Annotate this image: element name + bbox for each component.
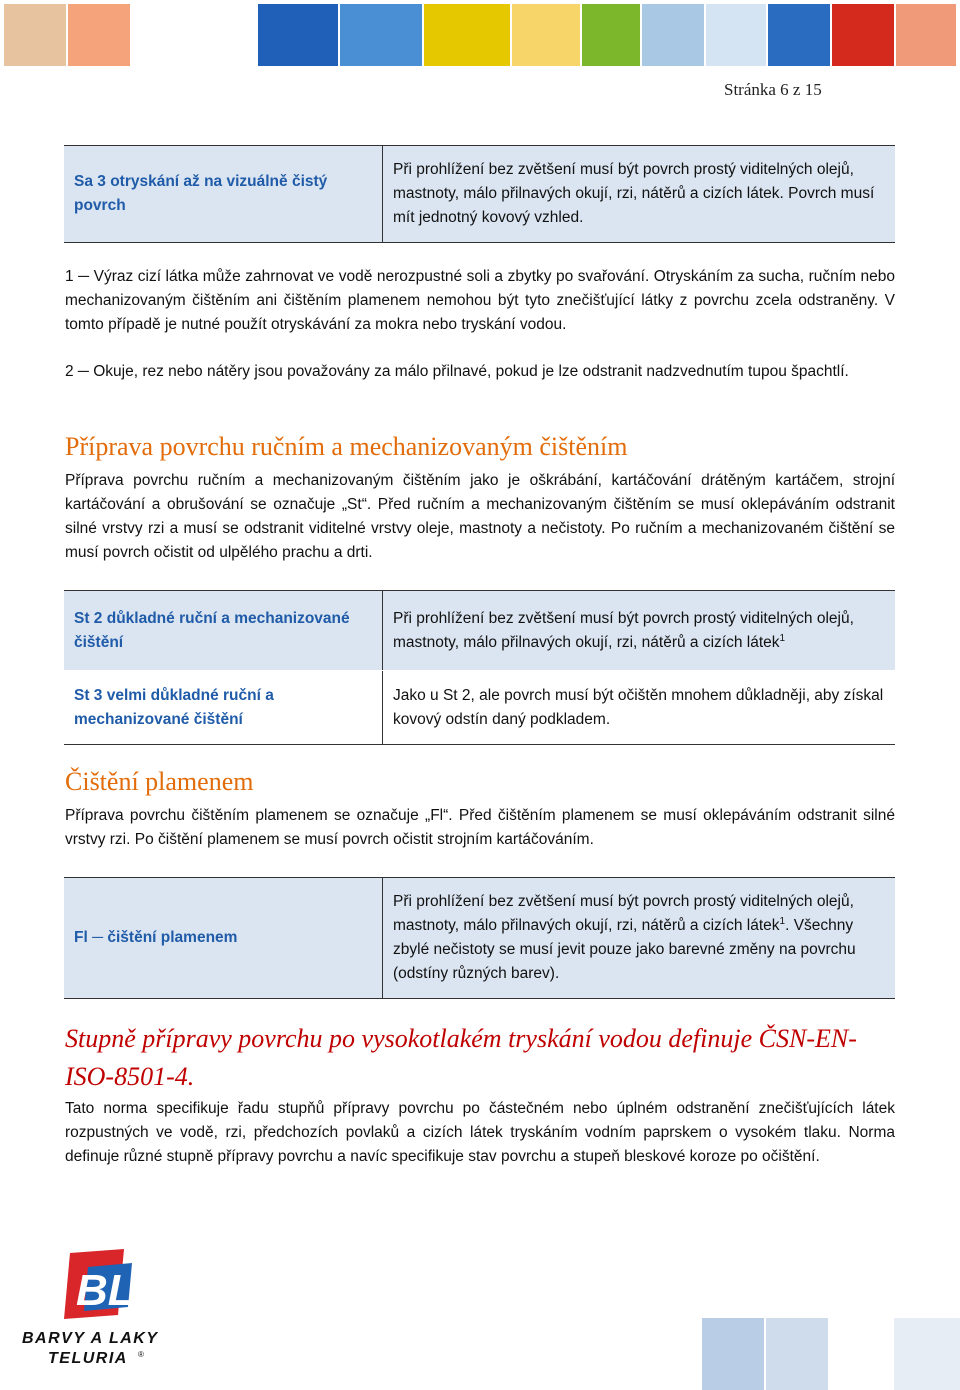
grade-description: Při prohlížení bez zvětšení musí být povrch prostý viditelných olejů, mastnoty, málo přilnavých okují, rzi, nátěrů a cizích látek. Povrch musí mít jednotný kovový vzhled. xyxy=(383,146,896,243)
section-body-manual: Příprava povrchu ručním a mechanizovaným čištěním jako je oškrábání, kartáčování drátěným kartáčem, strojní kartáčování a obrušování se označuje „St“. Před ručním a mechanizovaným čištěním se musí oklepáváním odstranit silné vrstvy rzi a musí se odstranit viditelné vrstvy oleje, mastnoty a nečistoty. Po ručním a mechanizovaném čištění se musí povrch očistit od ulpělého prachu a drti. xyxy=(65,472,895,561)
logo-graphic xyxy=(20,1245,180,1375)
footer-block xyxy=(894,1318,960,1390)
logo-text-line2: TELURIA xyxy=(48,1350,128,1367)
grade-description-text: Při prohlížení bez zvětšení musí být povrch prostý viditelných olejů, mastnoty, málo přilnavých okují, rzi, nátěrů a cizích látek xyxy=(393,893,854,934)
footer-block xyxy=(702,1318,764,1390)
logo-registered-mark: ® xyxy=(138,1350,144,1359)
table-row xyxy=(64,878,895,999)
st-grade-table xyxy=(64,590,895,745)
section-heading-flame: Čištění plamenem xyxy=(65,767,254,796)
grade-label: Fl ─ čištění plamenem xyxy=(64,878,383,999)
section-heading-water: Stupně přípravy povrchu po vysokotlakém tryskání vodou definuje ČSN-EN-ISO-8501-4. xyxy=(65,1024,857,1091)
section-body-water: Tato norma specifikuje řadu stupňů přípravy povrchu po částečném nebo úplném odstranění znečišťujících látek rozpustných ve vodě, rzi, předchozích povlaků a cizích látek tryskáním vodním paprskem o vysokém tlaku. Norma definuje různé stupně přípravy povrchu a navíc specifikuje stav povrchu a stupeň bleskové koroze po očištění. xyxy=(65,1100,895,1165)
footnote-1: 1 ─ Výraz cizí látka může zahrnovat ve vodě nerozpustné soli a zbytky po svařování. Otryskáním za sucha, ručním nebo mechanizovaným čištěním ani čištěním plamenem nemohou být tyto znečišťující látky z povrchu zcela odstraněny. V tomto případě je nutné použít otryskávání za mokra nebo tryskání vodou. xyxy=(65,268,895,333)
logo-text-line1: BARVY A LAKY xyxy=(22,1330,159,1347)
table-row xyxy=(64,591,895,671)
color-bar-segment xyxy=(4,4,66,66)
color-bar-segment xyxy=(512,4,580,66)
grade-label: St 3 velmi důkladné ruční a mechanizované čištění xyxy=(64,671,383,745)
grade-label: St 2 důkladné ruční a mechanizované čištění xyxy=(64,591,383,671)
color-bar-segment xyxy=(832,4,894,66)
grade-label: Sa 3 otryskání až na vizuálně čistý povrch xyxy=(64,146,383,243)
grade-description xyxy=(383,878,896,999)
color-bar-segment xyxy=(424,4,510,66)
grade-description xyxy=(383,591,896,671)
fl-grade-table xyxy=(64,877,895,999)
color-bar-segment xyxy=(768,4,830,66)
footnote-ref: 1 xyxy=(779,915,786,927)
color-bar-segment xyxy=(258,4,338,66)
company-logo xyxy=(20,1245,180,1375)
grade-description: Jako u St 2, ale povrch musí být očištěn mnohem důkladněji, aby získal kovový odstín daný podkladem. xyxy=(383,671,896,745)
footnote-ref: 1 xyxy=(779,632,786,644)
footnote-2: 2 ─ Okuje, rez nebo nátěry jsou považovány za málo přilnavé, pokud je lze odstranit nadzvednutím tupou špachtlí. xyxy=(65,363,849,380)
grade-description-text-cont: . Všechny zbylé nečistoty se musí jevit pouze jako barevné změny na povrchu (odstíny různých barev). xyxy=(393,917,856,982)
section-heading-manual: Příprava povrchu ručním a mechanizovaným čištěním xyxy=(65,432,628,461)
sa3-grade-table xyxy=(64,145,895,243)
section-body-flame: Příprava povrchu čištěním plamenem se označuje „Fl“. Před čištěním plamenem se musí oklepáváním odstranit silné vrstvy rzi. Po čištění plamenem se musí povrch očistit strojním kartáčováním. xyxy=(65,807,895,848)
color-bar-segment xyxy=(68,4,130,66)
table-row xyxy=(64,671,895,745)
page-number: Stránka 6 z 15 xyxy=(724,80,822,99)
color-bar-segment xyxy=(896,4,956,66)
color-bar-segment xyxy=(642,4,704,66)
table-row xyxy=(64,146,895,243)
footer-block xyxy=(766,1318,828,1390)
grade-description-text: Při prohlížení bez zvětšení musí být povrch prostý viditelných olejů, mastnoty, málo přilnavých okují, rzi, nátěrů a cizích látek xyxy=(393,609,854,651)
color-bar-segment xyxy=(340,4,422,66)
color-bar-segment xyxy=(582,4,640,66)
logo-monogram: BL xyxy=(76,1266,135,1315)
color-bar-segment xyxy=(706,4,766,66)
